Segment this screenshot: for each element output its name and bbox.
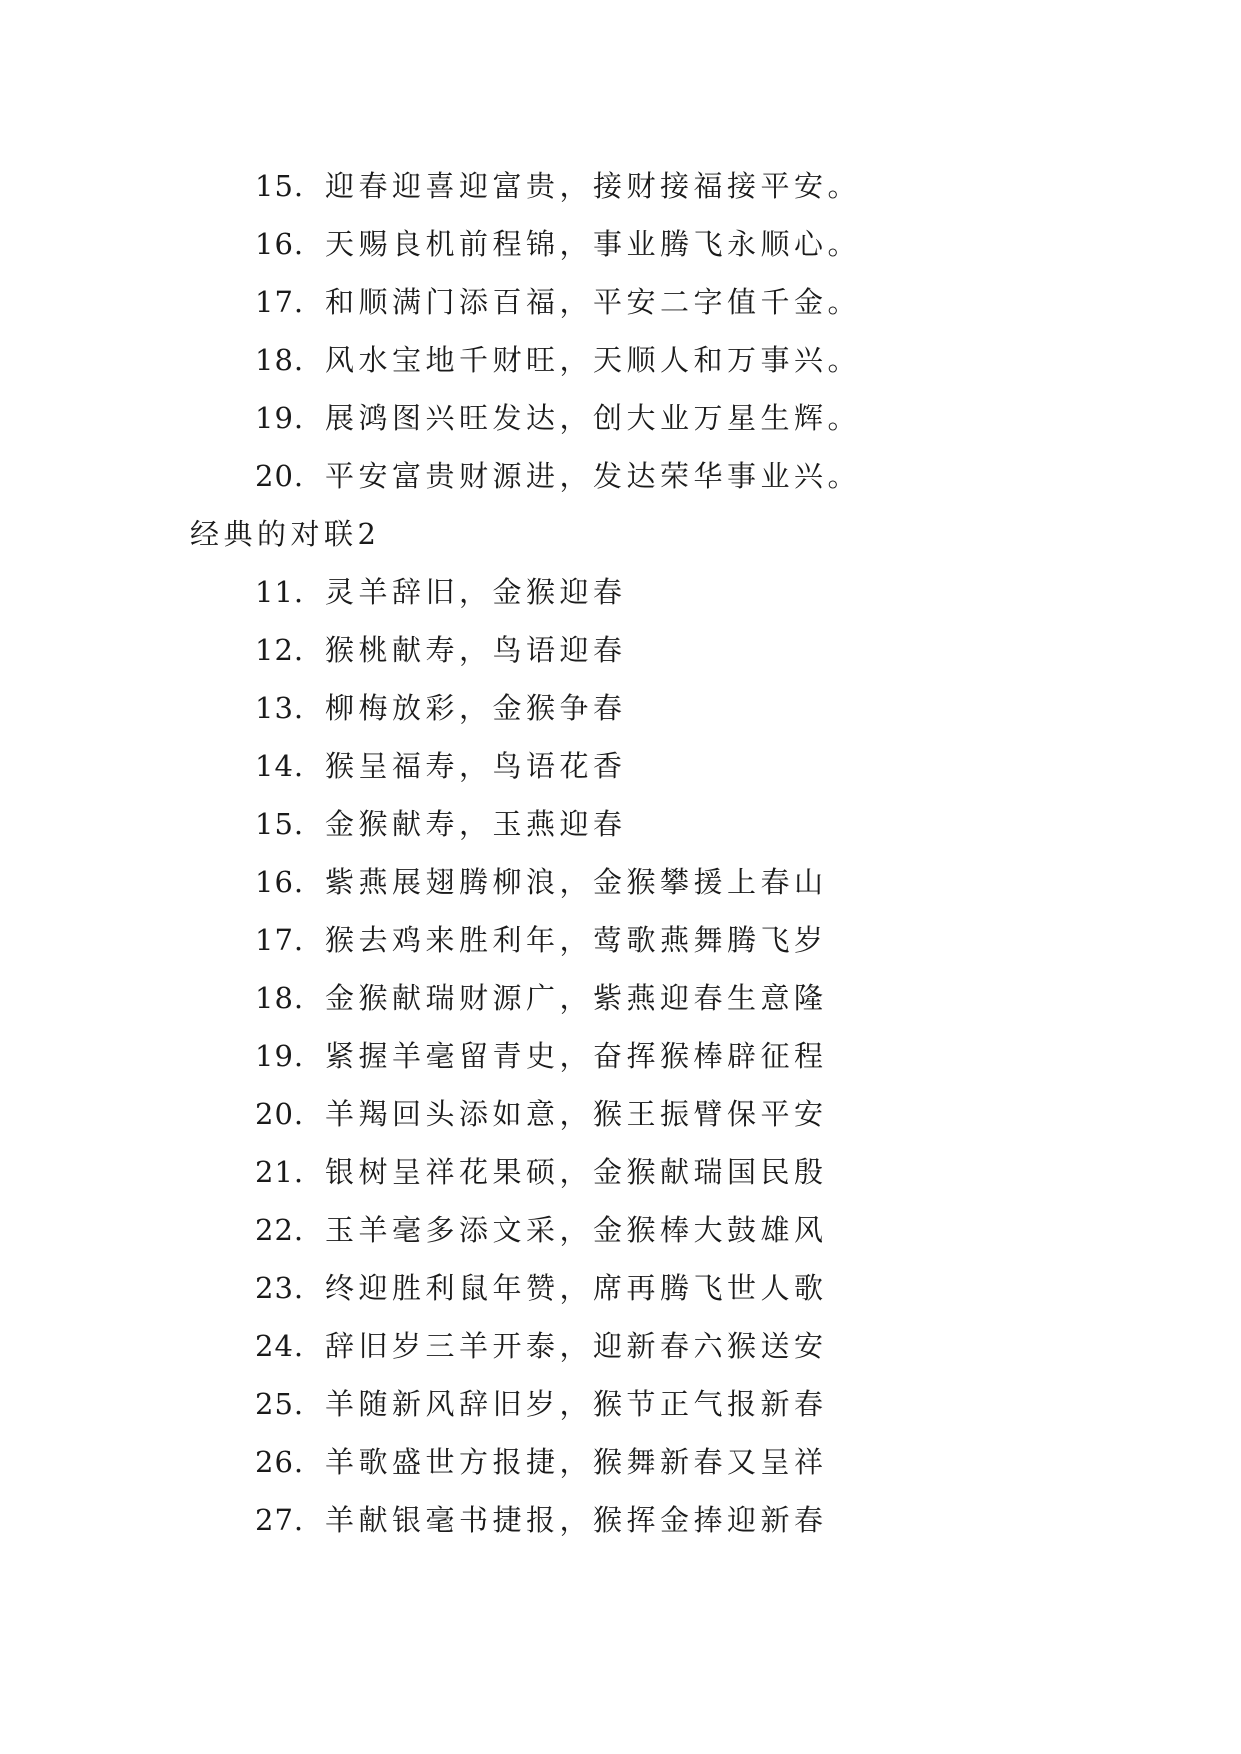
item-number: 12.	[255, 633, 305, 667]
item-number: 16.	[255, 227, 305, 261]
couplet-text: 金猴献寿，玉燕迎春	[325, 807, 627, 841]
item-number: 20.	[255, 459, 305, 493]
couplet-text: 羊羯回头添如意，猴王振臂保平安	[325, 1097, 828, 1131]
item-number: 20.	[255, 1097, 305, 1131]
couplet-text: 和顺满门添百福，平安二字值千金。	[325, 285, 862, 319]
item-number: 13.	[255, 691, 305, 725]
item-number: 22.	[255, 1213, 305, 1247]
couplet-text: 紧握羊毫留青史，奋挥猴棒辟征程	[325, 1039, 828, 1073]
section-heading: 经典的对联2	[190, 517, 381, 551]
couplet-text: 紫燕展翅腾柳浪，金猴攀援上春山	[325, 865, 828, 899]
item-number: 23.	[255, 1271, 305, 1305]
couplet-text: 灵羊辞旧，金猴迎春	[325, 575, 627, 609]
item-number: 27.	[255, 1503, 305, 1537]
couplet-text: 猴去鸡来胜利年，莺歌燕舞腾飞岁	[325, 923, 828, 957]
item-number: 18.	[255, 343, 305, 377]
couplet-text: 迎春迎喜迎富贵，接财接福接平安。	[325, 169, 862, 203]
item-number: 19.	[255, 401, 305, 435]
couplet-text: 终迎胜利鼠年赞，席再腾飞世人歌	[325, 1271, 828, 1305]
couplet-text: 辞旧岁三羊开泰，迎新春六猴送安	[325, 1329, 828, 1363]
couplet-text: 猴呈福寿，鸟语花香	[325, 749, 627, 783]
item-number: 18.	[255, 981, 305, 1015]
couplet-text: 玉羊毫多添文采，金猴棒大鼓雄风	[325, 1213, 828, 1247]
couplet-text: 展鸿图兴旺发达，创大业万星生辉。	[325, 401, 862, 435]
couplet-text: 猴桃献寿，鸟语迎春	[325, 633, 627, 667]
item-number: 21.	[255, 1155, 305, 1189]
item-number: 17.	[255, 923, 305, 957]
item-number: 11.	[255, 575, 305, 609]
couplet-text: 平安富贵财源进，发达荣华事业兴。	[325, 459, 862, 493]
couplet-text: 柳梅放彩，金猴争春	[325, 691, 627, 725]
couplet-text: 风水宝地千财旺，天顺人和万事兴。	[325, 343, 862, 377]
item-number: 25.	[255, 1387, 305, 1421]
couplet-text: 羊献银毫书捷报，猴挥金捧迎新春	[325, 1503, 828, 1537]
item-number: 15.	[255, 169, 305, 203]
couplet-text: 天赐良机前程锦，事业腾飞永顺心。	[325, 227, 862, 261]
couplet-text: 羊随新风辞旧岁，猴节正气报新春	[325, 1387, 828, 1421]
item-number: 19.	[255, 1039, 305, 1073]
item-number: 24.	[255, 1329, 305, 1363]
item-number: 16.	[255, 865, 305, 899]
item-number: 26.	[255, 1445, 305, 1479]
couplet-text: 金猴献瑞财源广，紫燕迎春生意隆	[325, 981, 828, 1015]
couplet-text: 羊歌盛世方报捷，猴舞新春又呈祥	[325, 1445, 828, 1479]
couplet-text: 银树呈祥花果硕，金猴献瑞国民殷	[325, 1155, 828, 1189]
item-number: 15.	[255, 807, 305, 841]
item-number: 17.	[255, 285, 305, 319]
item-number: 14.	[255, 749, 305, 783]
